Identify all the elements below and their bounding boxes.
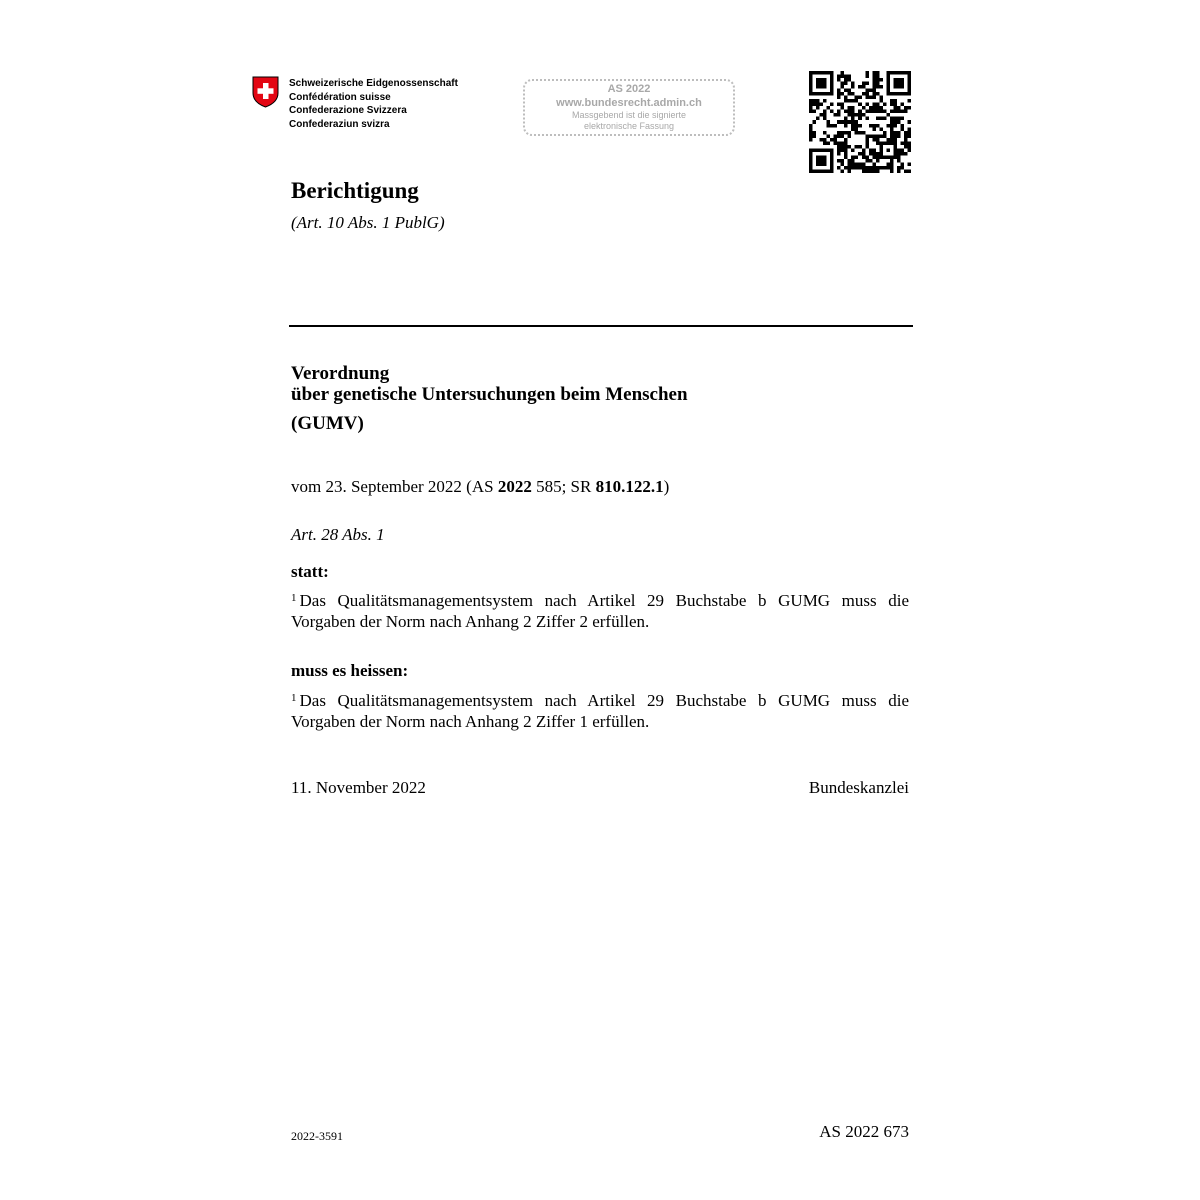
qr-code-icon [809,71,911,173]
date-middle: 585; SR [531,477,596,496]
ordinance-date-line [291,476,669,497]
article-reference: Art. 28 Abs. 1 [291,525,385,544]
official-stamp [523,79,735,136]
sr-number: 810.122.1 [595,477,664,496]
federation-name-de: Schweizerische Eidgenossenschaft [289,78,458,89]
date-prefix: vom 23. September 2022 (AS [291,477,498,496]
stamp-line-1: AS 2022 [607,83,651,95]
divider-rule [289,325,913,327]
correct-text: Das Qualitätsmanagementsystem nach Artikel 29 Buchstabe b GUMG muss die Vorgaben der Norm nach Anhang 2 Ziffer 1 erfüllen. [291,691,909,731]
document-subtitle: (Art. 10 Abs. 1 PublG) [291,213,445,232]
federation-name-rm: Confederaziun svizra [289,118,390,130]
ordinance-title [291,363,688,434]
stamp-line-3: Massgebend ist die signierte [571,110,687,120]
document-title: Berichtigung [291,178,419,203]
ordinance-abbreviation: (GUMV) [291,413,364,434]
federal-logo [252,76,458,131]
page-reference: AS 2022 673 [819,1122,909,1141]
date-suffix: ) [663,477,670,496]
federation-name-it: Confederazione Svizzera [289,105,407,116]
as-year: 2022 [497,477,532,496]
stamp-line-2: www.bundesrecht.admin.ch [556,97,702,109]
footnote-marker: 1 [291,692,297,704]
ordinance-line-2: über genetische Untersuchungen beim Menschen [291,384,688,405]
correct-paragraph [291,688,909,732]
instead-paragraph [291,588,909,632]
instead-label: statt: [291,562,329,581]
footnote-marker: 1 [291,592,297,604]
signature-date: 11. November 2022 [291,778,426,797]
correct-label: muss es heissen: [291,661,409,680]
ordinance-line-1: Verordnung [291,363,390,384]
instead-text: Das Qualitätsmanagementsystem nach Artikel 29 Buchstabe b GUMG muss die Vorgaben der Norm nach Anhang 2 Ziffer 2 erfüllen. [291,591,909,631]
stamp-line-4: elektronische Fassung [583,121,675,131]
federation-name-fr: Confédération suisse [289,91,391,103]
signature-organization: Bundeskanzlei [808,778,909,797]
document-number: 2022-3591 [291,1129,343,1143]
federation-names [289,77,458,131]
swiss-cross-icon [252,76,279,108]
